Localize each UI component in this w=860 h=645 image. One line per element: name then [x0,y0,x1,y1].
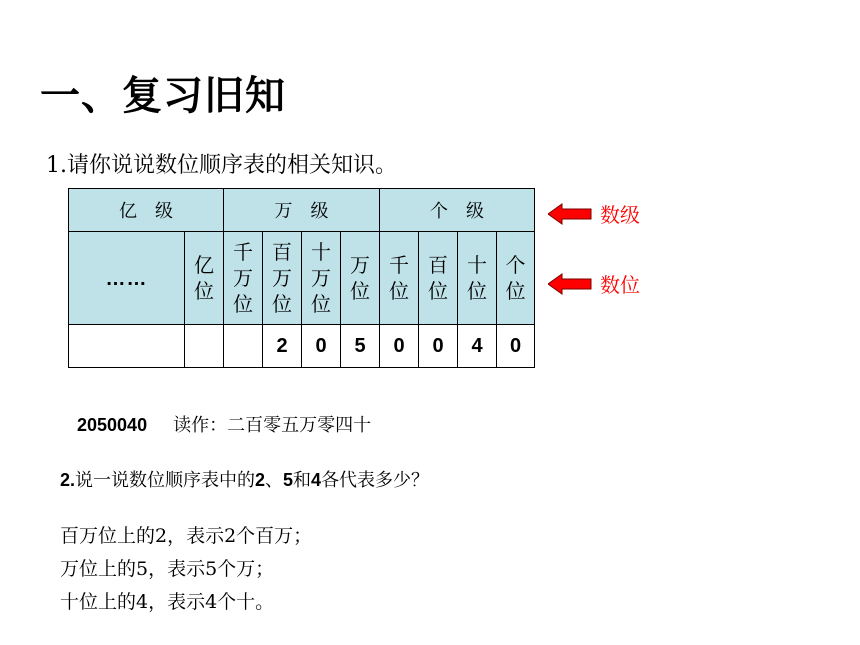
place-ge: 个位 [497,232,535,325]
level-label: 数级 [600,203,640,227]
reading-number: 2050040 [77,415,148,435]
left-arrow-icon [548,203,592,225]
place-wan: 万位 [341,232,380,325]
place-more: …… [69,232,185,325]
place-label: 数位 [600,273,640,297]
place-marker [548,269,640,298]
group-yi: 亿 级 [69,189,224,232]
level-marker [548,199,640,228]
place-bai: 百位 [419,232,458,325]
group-row [69,189,535,232]
section-subtitle: 1.请你说说数位顺序表的相关知识。 [46,153,397,178]
answer-line: 十位上的4，表示4个十。 [60,591,275,613]
question-2: 2.说一说数位顺序表中的2、5和4各代表多少？ [60,470,430,491]
place-yi: 亿位 [185,232,224,325]
digit-cell: 0 [302,325,341,368]
digit-cell: 4 [458,325,497,368]
digit-cell: 5 [341,325,380,368]
number-reading [77,411,371,437]
digit-cell: 0 [419,325,458,368]
place-qianwan: 千万位 [224,232,263,325]
answer-line: 万位上的5，表示5个万； [60,558,275,580]
place-shi: 十位 [458,232,497,325]
group-ge: 个 级 [380,189,535,232]
digit-cell [185,325,224,368]
place-baiwan: 百万位 [263,232,302,325]
left-arrow-icon [548,273,592,295]
digit-cell: 0 [380,325,419,368]
page-title: 一、复习旧知 [40,73,286,119]
place-value-table [68,188,535,368]
digit-row [69,325,535,368]
digit-cell: 2 [263,325,302,368]
group-wan: 万 级 [224,189,380,232]
answer-list [60,521,312,620]
place-qian: 千位 [380,232,419,325]
digit-cell [224,325,263,368]
digit-cell [69,325,185,368]
place-row [69,232,535,325]
digit-cell: 0 [497,325,535,368]
place-shiwan: 十万位 [302,232,341,325]
reading-text: 读作：二百零五万零四十 [173,415,372,436]
answer-line: 百万位上的2，表示2个百万； [60,525,313,547]
